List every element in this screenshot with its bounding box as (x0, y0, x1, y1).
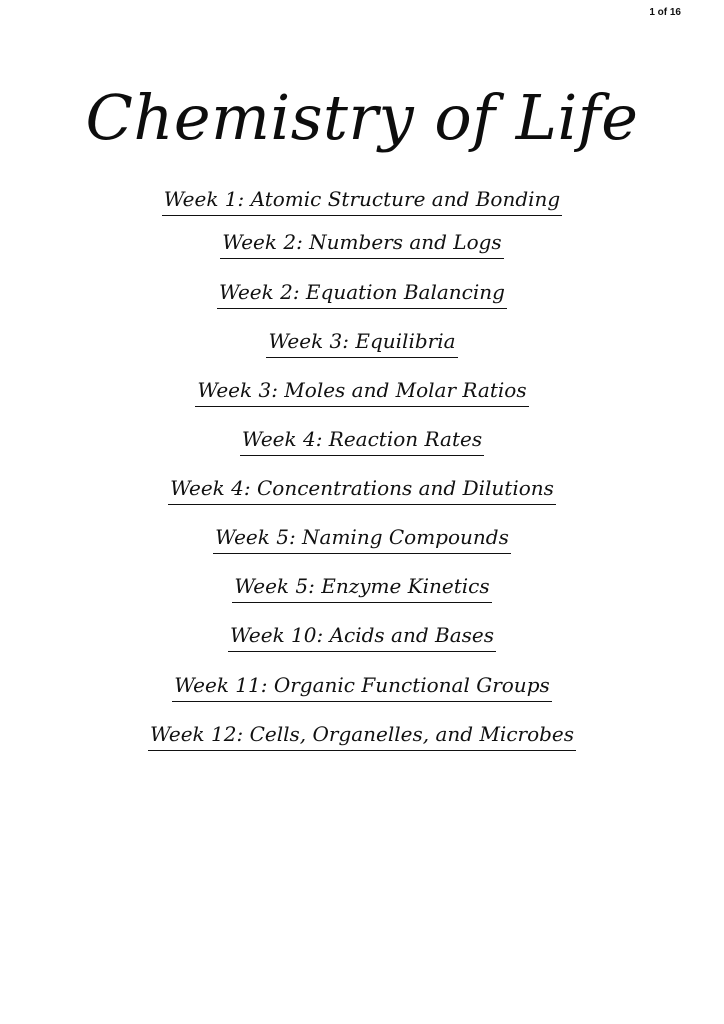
toc-link-week-12-cells-organelles-microbes[interactable]: Week 12: Cells, Organelles, and Microbes (148, 719, 576, 751)
toc-item (0, 184, 724, 224)
toc-link-week-5-naming-compounds[interactable]: Week 5: Naming Compounds (213, 522, 511, 554)
toc-link-week-11-organic-functional-groups[interactable]: Week 11: Organic Functional Groups (172, 670, 552, 702)
toc-link-week-4-concentrations-dilutions[interactable]: Week 4: Concentrations and Dilutions (168, 473, 556, 505)
toc-link-week-2-equation-balancing[interactable]: Week 2: Equation Balancing (217, 277, 507, 309)
toc-item (0, 522, 724, 562)
toc-link-week-4-reaction-rates[interactable]: Week 4: Reaction Rates (240, 424, 484, 456)
toc-item (0, 719, 724, 759)
toc-item (0, 473, 724, 513)
toc-item (0, 375, 724, 415)
toc-link-week-3-equilibria[interactable]: Week 3: Equilibria (266, 326, 457, 358)
toc-link-week-5-enzyme-kinetics[interactable]: Week 5: Enzyme Kinetics (232, 571, 491, 603)
page-counter: 1 of 16 (649, 7, 681, 18)
toc-item (0, 670, 724, 710)
toc-item (0, 424, 724, 464)
toc-item (0, 326, 724, 366)
toc-item (0, 277, 724, 317)
toc-item (0, 620, 724, 660)
toc-link-week-3-moles-molar-ratios[interactable]: Week 3: Moles and Molar Ratios (195, 375, 528, 407)
toc-item (0, 227, 724, 267)
toc-link-week-1-atomic-structure[interactable]: Week 1: Atomic Structure and Bonding (162, 184, 563, 216)
page-title: Chemistry of Life (85, 81, 639, 154)
toc-link-week-2-numbers-logs[interactable]: Week 2: Numbers and Logs (220, 227, 503, 259)
toc-link-week-10-acids-bases[interactable]: Week 10: Acids and Bases (228, 620, 496, 652)
toc-item (0, 571, 724, 611)
